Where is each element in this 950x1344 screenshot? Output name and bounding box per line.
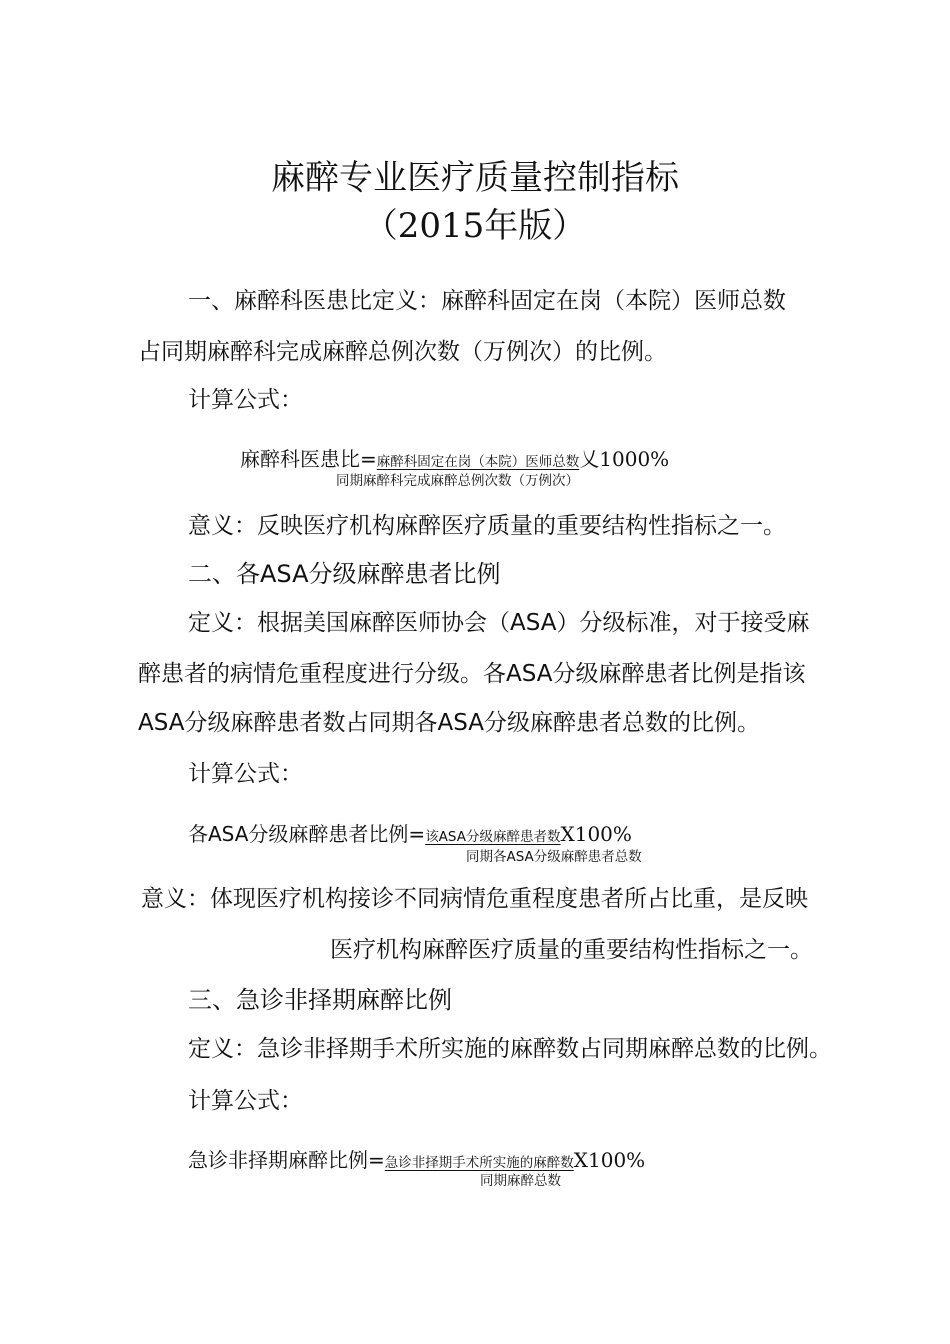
section-1-meaning: 意义：反映医疗机构麻醉医疗质量的重要结构性指标之一。 <box>188 513 786 539</box>
section-3-formula-multiplier: X100% <box>573 1148 646 1172</box>
section-3-formula-lhs: 急诊非择期麻醉比例= <box>188 1148 385 1172</box>
section-3-formula <box>188 1144 645 1173</box>
document-title: 麻醉专业医疗质量控制指标 <box>271 158 679 198</box>
section-1-formula-lhs: 麻醉科医患比= <box>240 447 377 471</box>
section-3-definition: 定义：急诊非择期手术所实施的麻醉数占同期麻醉总数的比例。 <box>188 1036 832 1062</box>
section-1-formula-label: 计算公式： <box>188 387 303 413</box>
section-2-definition-line-1: 定义：根据美国麻醉医师协会（ASA）分级标准，对于接受麻 <box>188 610 810 636</box>
section-1-formula-multiplier: 乂1000% <box>579 447 670 471</box>
section-2-formula-numerator: 该ASA分级麻醉患者数 <box>425 829 561 845</box>
section-1-definition-start: 定义：麻醉科固定在岗（本院）医师总数 <box>372 288 786 314</box>
section-2-formula-label: 计算公式： <box>188 761 303 787</box>
section-2-formula <box>188 818 632 847</box>
section-2-meaning-line-2: 医疗机构麻醉医疗质量的重要结构性指标之一。 <box>330 937 813 963</box>
section-1-formula-denominator: 同期麻醉科完成麻醉总例次数（万例次） <box>336 473 579 489</box>
section-2-formula-lhs: 各ASA分级麻醉患者比例= <box>188 822 426 846</box>
section-2-formula-multiplier: X100% <box>560 822 632 846</box>
section-3-heading: 三、急诊非择期麻醉比例 <box>188 986 452 1014</box>
section-1-formula-numerator: 麻醉科固定在岗（本院）医师总数 <box>376 454 580 470</box>
document-subtitle: （2015年版） <box>363 206 587 246</box>
section-1-definition-line-2: 占同期麻醉科完成麻醉总例次数（万例次）的比例。 <box>138 339 667 365</box>
section-2-meaning-line-1: 意义：体现医疗机构接诊不同病情危重程度患者所占比重，是反映 <box>141 886 808 912</box>
section-1-formula <box>240 443 669 472</box>
section-1-definition-line-1 <box>188 282 786 315</box>
section-2-definition-line-3: ASA分级麻醉患者数占同期各ASA分级麻醉患者总数的比例。 <box>138 710 760 736</box>
section-3-formula-denominator: 同期麻醉总数 <box>480 1173 561 1189</box>
section-2-definition-line-2: 醉患者的病情危重程度进行分级。各ASA分级麻醉患者比例是指该 <box>138 661 806 687</box>
section-2-formula-denominator: 同期各ASA分级麻醉患者总数 <box>466 849 642 865</box>
section-1-heading: 一、麻醉科医患比 <box>188 288 372 314</box>
section-3-formula-numerator: 急诊非择期手术所实施的麻醉数 <box>384 1155 574 1171</box>
section-3-formula-label: 计算公式： <box>188 1088 303 1114</box>
section-2-heading: 二、各ASA分级麻醉患者比例 <box>188 560 501 588</box>
